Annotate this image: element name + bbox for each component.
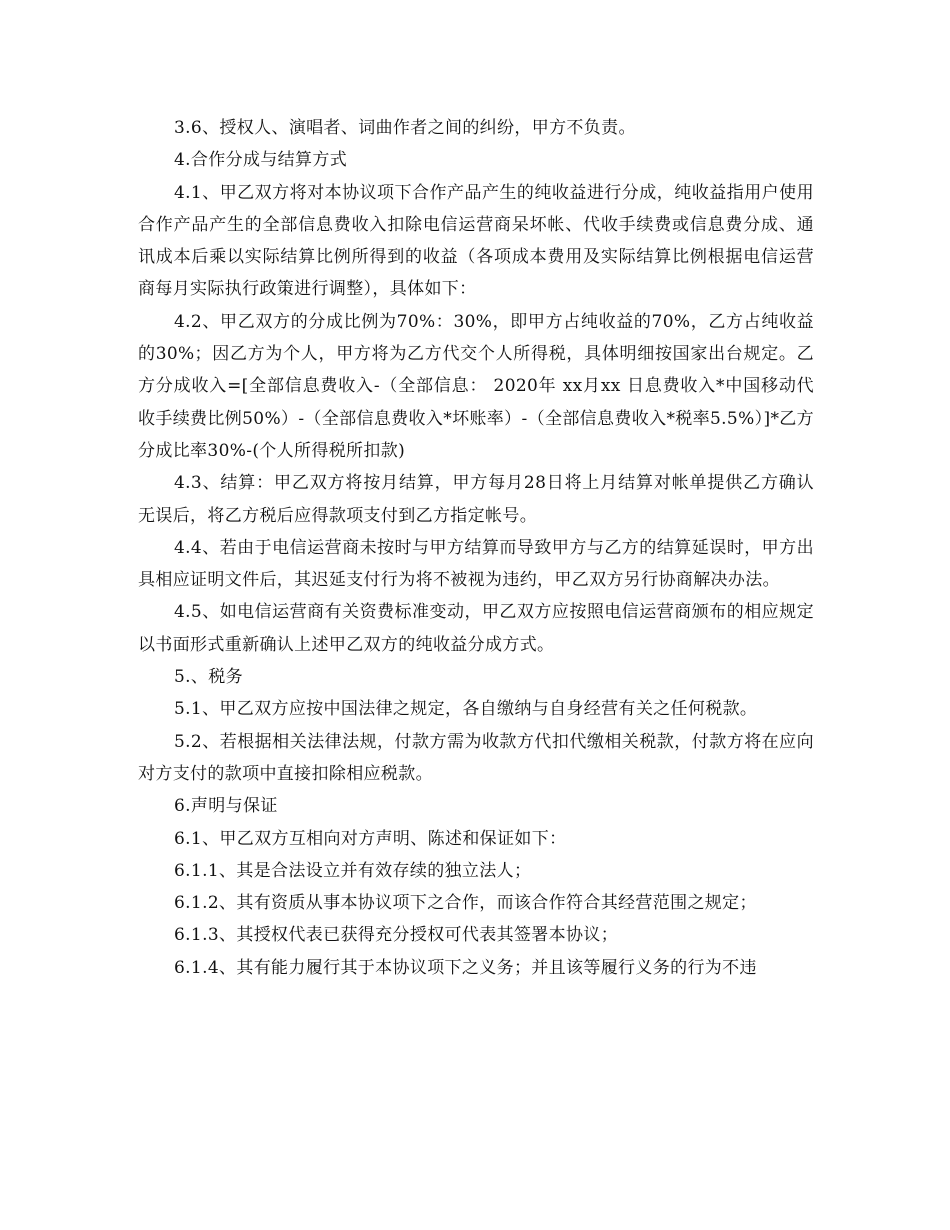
paragraph-6-1-4: 6.1.4、其有能力履行其于本协议项下之义务；并且该等履行义务的行为不违 [174, 957, 757, 978]
paragraph-5-2: 5.2、若根据相关法律法规，付款方需为收款方代扣代缴相关税款，付款方将在应向对方支付的款项中直接扣除相应税款。 [138, 731, 814, 784]
document-body [138, 112, 814, 984]
paragraph-4-2: 4.2、甲乙双方的分成比例为70%：30%，即甲方占纯收益的70%，乙方占纯收益的30%；因乙方为个人，甲方将为乙方代交个人所得税，具体明细按国家出台规定。乙方分成收入=[全部信息费收入-（全部信息： 2020年 xx月xx 日息费收入*中国移动代收手续费比例50%）-（全部信息费收入*坏账率）-（全部信息费收入*税率5.5%）]*乙方分成比率30%-(个人所得税所扣款) [138, 311, 814, 461]
section-heading-4: 4.合作分成与结算方式 [174, 150, 348, 171]
paragraph-6-1: 6.1、甲乙双方互相向对方声明、陈述和保证如下： [174, 828, 567, 849]
paragraph-4-4: 4.4、若由于电信运营商未按时与甲方结算而导致甲方与乙方的结算延误时，甲方出具相应证明文件后，其迟延支付行为将不被视为违约，甲乙双方另行协商解决办法。 [138, 537, 814, 591]
section-heading-5: 5.、税务 [174, 667, 243, 688]
paragraph-3-6: 3.6、授权人、演唱者、词曲作者之间的纠纷，甲方不负责。 [174, 118, 636, 138]
paragraph-4-1: 4.1、甲乙双方将对本协议项下合作产品产生的纯收益进行分成，纯收益指用户使用合作产品产生的全部信息费收入扣除电信运营商呆坏帐、代收手续费或信息费分成、通讯成本后乘以实际结算比例所得到的收益（各项成本费用及实际结算比例根据电信运营商每月实际执行政策进行调整），具体如下： [138, 182, 814, 300]
section-heading-6: 6.声明与保证 [174, 796, 278, 817]
paragraph-4-5: 4.5、如电信运营商有关资费标准变动，甲乙双方应按照电信运营商颁布的相应规定以书面形式重新确认上述甲乙双方的纯收益分成方式。 [138, 602, 814, 655]
paragraph-6-1-3: 6.1.3、其授权代表已获得充分授权可代表其签署本协议； [174, 925, 619, 946]
paragraph-6-1-1: 6.1.1、其是合法设立并有效存续的独立法人； [174, 860, 532, 881]
paragraph-4-3: 4.3、结算：甲乙双方将按月结算，甲方每月28日将上月结算对帐单提供乙方确认无误后，将乙方税后应得款项支付到乙方指定帐号。 [138, 473, 814, 526]
paragraph-6-1-2: 6.1.2、其有资质从事本协议项下之合作，而该合作符合其经营范围之规定； [174, 893, 757, 914]
paragraph-5-1: 5.1、甲乙双方应按中国法律之规定，各自缴纳与自身经营有关之任何税款。 [174, 699, 758, 720]
